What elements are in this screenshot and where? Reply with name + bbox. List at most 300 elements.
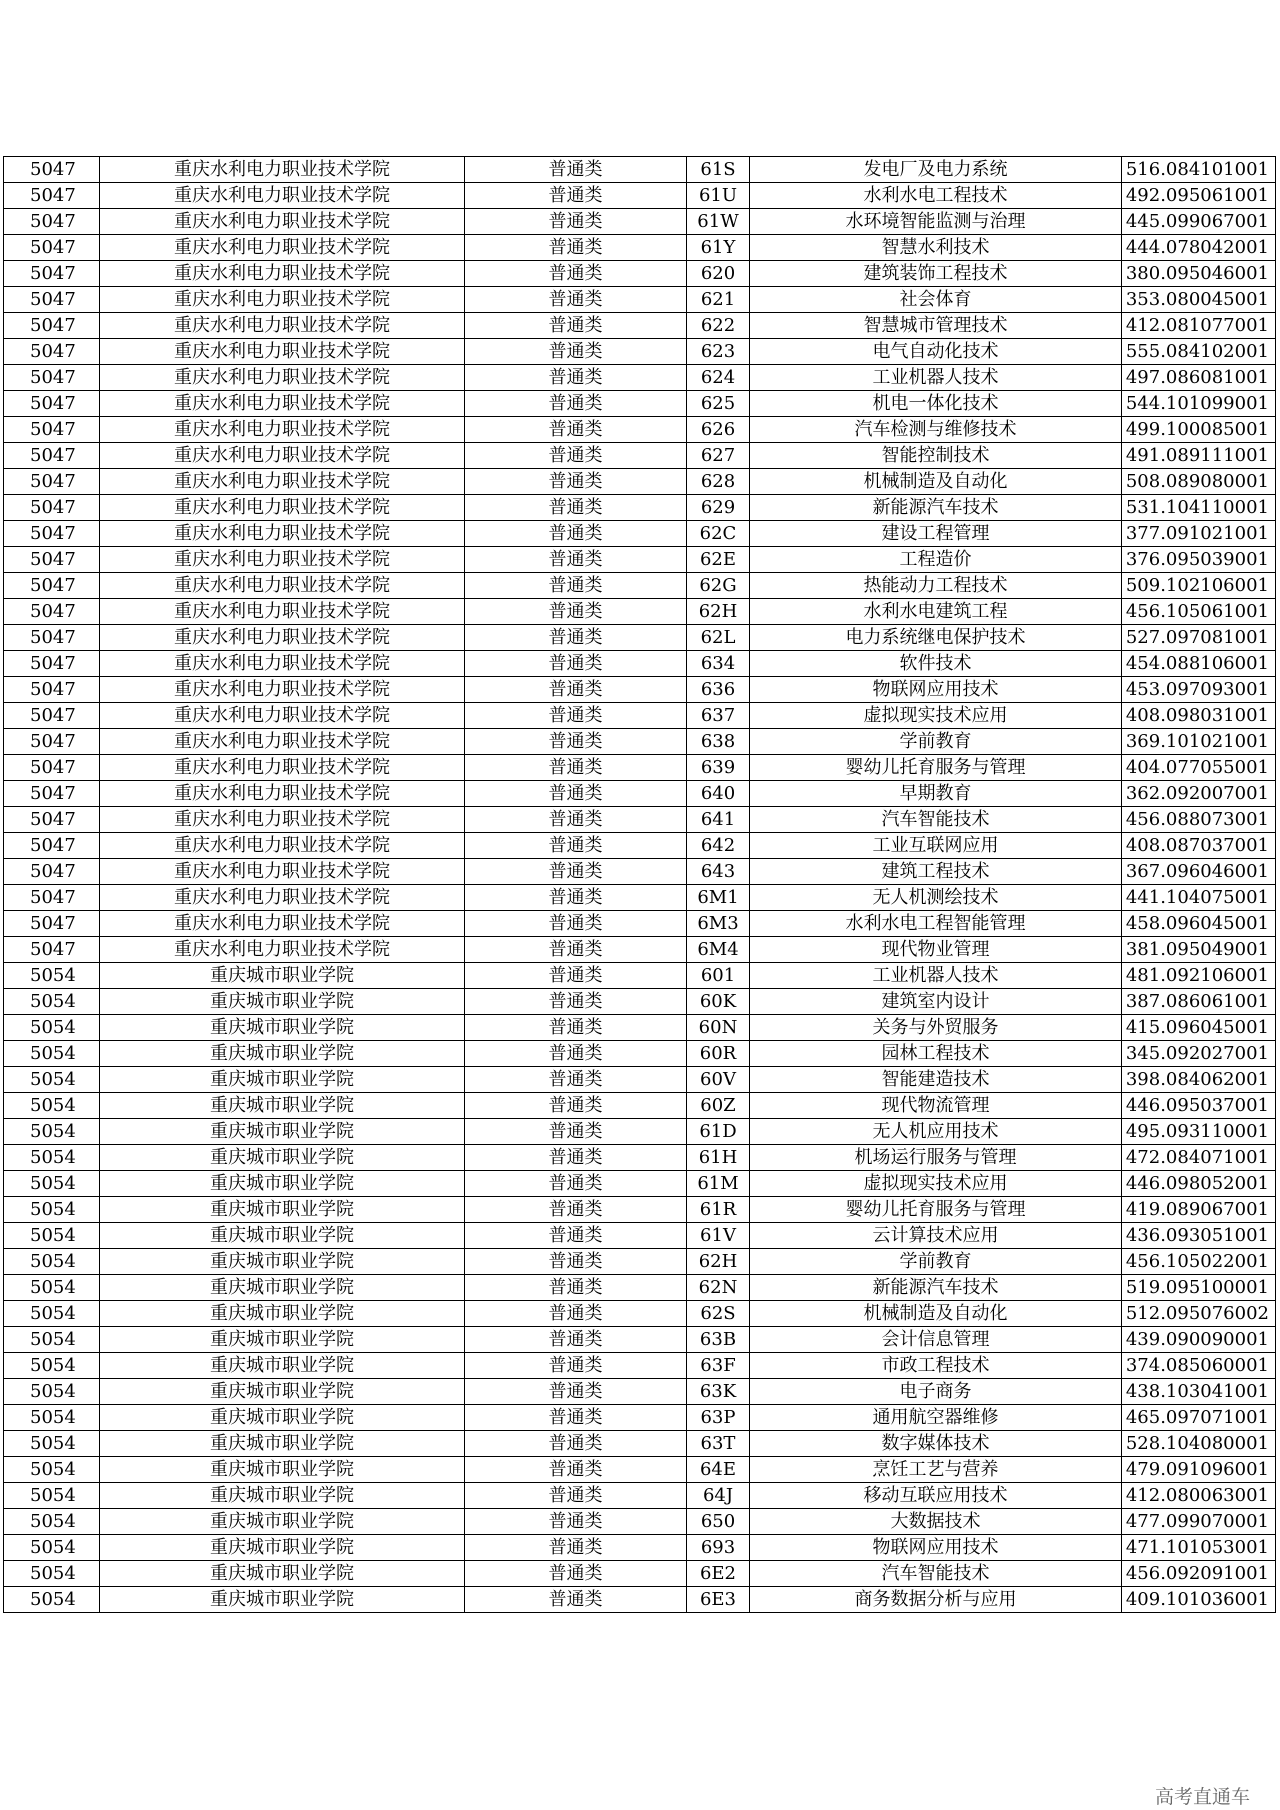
school-code-cell: 5054 <box>4 1145 100 1171</box>
major-name-cell: 物联网应用技术 <box>750 1535 1122 1561</box>
score-cell: 465.097071001 <box>1122 1405 1276 1431</box>
major-name-cell: 移动互联应用技术 <box>750 1483 1122 1509</box>
score-cell: 497.086081001 <box>1122 365 1276 391</box>
major-name-cell: 水利水电建筑工程 <box>750 599 1122 625</box>
school-code-cell: 5054 <box>4 963 100 989</box>
category-cell: 普通类 <box>465 261 687 287</box>
school-name-cell: 重庆水利电力职业技术学院 <box>100 729 465 755</box>
major-code-cell: 61H <box>687 1145 750 1171</box>
table-row <box>4 1171 1276 1197</box>
school-name-cell: 重庆城市职业学院 <box>100 1535 465 1561</box>
major-name-cell: 电子商务 <box>750 1379 1122 1405</box>
school-name-cell: 重庆水利电力职业技术学院 <box>100 391 465 417</box>
category-cell: 普通类 <box>465 287 687 313</box>
major-code-cell: 6M1 <box>687 885 750 911</box>
school-name-cell: 重庆城市职业学院 <box>100 1587 465 1613</box>
table-row <box>4 807 1276 833</box>
table-row <box>4 1015 1276 1041</box>
table-row <box>4 391 1276 417</box>
major-name-cell: 学前教育 <box>750 729 1122 755</box>
table-row <box>4 339 1276 365</box>
major-code-cell: 6M4 <box>687 937 750 963</box>
school-name-cell: 重庆水利电力职业技术学院 <box>100 521 465 547</box>
category-cell: 普通类 <box>465 833 687 859</box>
score-cell: 527.097081001 <box>1122 625 1276 651</box>
score-cell: 376.095039001 <box>1122 547 1276 573</box>
major-name-cell: 汽车智能技术 <box>750 1561 1122 1587</box>
major-code-cell: 62L <box>687 625 750 651</box>
school-name-cell: 重庆水利电力职业技术学院 <box>100 781 465 807</box>
school-name-cell: 重庆水利电力职业技术学院 <box>100 807 465 833</box>
table-row <box>4 1405 1276 1431</box>
admission-table-wrapper <box>3 156 1275 1613</box>
school-name-cell: 重庆水利电力职业技术学院 <box>100 599 465 625</box>
category-cell: 普通类 <box>465 521 687 547</box>
school-code-cell: 5047 <box>4 391 100 417</box>
school-code-cell: 5054 <box>4 1249 100 1275</box>
school-name-cell: 重庆水利电力职业技术学院 <box>100 573 465 599</box>
table-row <box>4 573 1276 599</box>
school-code-cell: 5054 <box>4 1119 100 1145</box>
major-name-cell: 数字媒体技术 <box>750 1431 1122 1457</box>
category-cell: 普通类 <box>465 1405 687 1431</box>
score-cell: 499.100085001 <box>1122 417 1276 443</box>
major-code-cell: 60Z <box>687 1093 750 1119</box>
score-cell: 454.088106001 <box>1122 651 1276 677</box>
major-name-cell: 婴幼儿托育服务与管理 <box>750 755 1122 781</box>
table-row <box>4 495 1276 521</box>
school-code-cell: 5047 <box>4 807 100 833</box>
school-name-cell: 重庆水利电力职业技术学院 <box>100 755 465 781</box>
table-row <box>4 469 1276 495</box>
school-name-cell: 重庆水利电力职业技术学院 <box>100 261 465 287</box>
school-name-cell: 重庆城市职业学院 <box>100 1327 465 1353</box>
category-cell: 普通类 <box>465 443 687 469</box>
category-cell: 普通类 <box>465 1483 687 1509</box>
score-cell: 362.092007001 <box>1122 781 1276 807</box>
score-cell: 377.091021001 <box>1122 521 1276 547</box>
major-code-cell: 636 <box>687 677 750 703</box>
score-cell: 445.099067001 <box>1122 209 1276 235</box>
school-name-cell: 重庆水利电力职业技术学院 <box>100 339 465 365</box>
major-name-cell: 现代物业管理 <box>750 937 1122 963</box>
score-cell: 367.096046001 <box>1122 859 1276 885</box>
score-cell: 495.093110001 <box>1122 1119 1276 1145</box>
category-cell: 普通类 <box>465 937 687 963</box>
table-row <box>4 729 1276 755</box>
major-name-cell: 新能源汽车技术 <box>750 1275 1122 1301</box>
school-code-cell: 5047 <box>4 209 100 235</box>
table-row <box>4 703 1276 729</box>
major-name-cell: 建设工程管理 <box>750 521 1122 547</box>
school-code-cell: 5047 <box>4 833 100 859</box>
table-row <box>4 417 1276 443</box>
category-cell: 普通类 <box>465 1275 687 1301</box>
major-code-cell: 60N <box>687 1015 750 1041</box>
table-row <box>4 1197 1276 1223</box>
major-name-cell: 智能建造技术 <box>750 1067 1122 1093</box>
school-code-cell: 5047 <box>4 261 100 287</box>
score-cell: 456.088073001 <box>1122 807 1276 833</box>
school-name-cell: 重庆水利电力职业技术学院 <box>100 625 465 651</box>
table-row <box>4 313 1276 339</box>
major-name-cell: 电力系统继电保护技术 <box>750 625 1122 651</box>
major-code-cell: 63K <box>687 1379 750 1405</box>
major-name-cell: 虚拟现实技术应用 <box>750 1171 1122 1197</box>
major-code-cell: 642 <box>687 833 750 859</box>
table-row <box>4 1587 1276 1613</box>
school-name-cell: 重庆城市职业学院 <box>100 1509 465 1535</box>
table-row <box>4 1379 1276 1405</box>
major-name-cell: 工程造价 <box>750 547 1122 573</box>
table-row <box>4 1041 1276 1067</box>
major-code-cell: 639 <box>687 755 750 781</box>
school-name-cell: 重庆城市职业学院 <box>100 1145 465 1171</box>
table-row <box>4 989 1276 1015</box>
score-cell: 412.081077001 <box>1122 313 1276 339</box>
major-name-cell: 学前教育 <box>750 1249 1122 1275</box>
school-code-cell: 5054 <box>4 1405 100 1431</box>
major-name-cell: 发电厂及电力系统 <box>750 157 1122 183</box>
table-row <box>4 1067 1276 1093</box>
major-code-cell: 626 <box>687 417 750 443</box>
table-row <box>4 365 1276 391</box>
school-name-cell: 重庆水利电力职业技术学院 <box>100 313 465 339</box>
score-cell: 471.101053001 <box>1122 1535 1276 1561</box>
school-code-cell: 5054 <box>4 1275 100 1301</box>
major-code-cell: 601 <box>687 963 750 989</box>
score-cell: 439.090090001 <box>1122 1327 1276 1353</box>
score-cell: 458.096045001 <box>1122 911 1276 937</box>
score-cell: 408.098031001 <box>1122 703 1276 729</box>
school-name-cell: 重庆城市职业学院 <box>100 1015 465 1041</box>
school-code-cell: 5047 <box>4 911 100 937</box>
table-row <box>4 677 1276 703</box>
major-code-cell: 693 <box>687 1535 750 1561</box>
table-row <box>4 1353 1276 1379</box>
major-name-cell: 社会体育 <box>750 287 1122 313</box>
major-code-cell: 63F <box>687 1353 750 1379</box>
school-name-cell: 重庆城市职业学院 <box>100 1457 465 1483</box>
table-row <box>4 157 1276 183</box>
table-row <box>4 443 1276 469</box>
score-cell: 369.101021001 <box>1122 729 1276 755</box>
school-code-cell: 5047 <box>4 547 100 573</box>
school-code-cell: 5047 <box>4 287 100 313</box>
school-code-cell: 5054 <box>4 1223 100 1249</box>
score-cell: 509.102106001 <box>1122 573 1276 599</box>
score-cell: 436.093051001 <box>1122 1223 1276 1249</box>
major-code-cell: 624 <box>687 365 750 391</box>
category-cell: 普通类 <box>465 339 687 365</box>
table-row <box>4 911 1276 937</box>
category-cell: 普通类 <box>465 755 687 781</box>
score-cell: 408.087037001 <box>1122 833 1276 859</box>
major-name-cell: 市政工程技术 <box>750 1353 1122 1379</box>
school-name-cell: 重庆水利电力职业技术学院 <box>100 287 465 313</box>
major-code-cell: 628 <box>687 469 750 495</box>
score-cell: 516.084101001 <box>1122 157 1276 183</box>
major-name-cell: 水利水电工程智能管理 <box>750 911 1122 937</box>
major-code-cell: 641 <box>687 807 750 833</box>
score-cell: 477.099070001 <box>1122 1509 1276 1535</box>
school-code-cell: 5047 <box>4 729 100 755</box>
category-cell: 普通类 <box>465 703 687 729</box>
table-row <box>4 937 1276 963</box>
major-name-cell: 智慧水利技术 <box>750 235 1122 261</box>
major-code-cell: 640 <box>687 781 750 807</box>
table-row <box>4 1457 1276 1483</box>
school-code-cell: 5047 <box>4 521 100 547</box>
table-row <box>4 287 1276 313</box>
score-cell: 456.092091001 <box>1122 1561 1276 1587</box>
school-code-cell: 5054 <box>4 1509 100 1535</box>
category-cell: 普通类 <box>465 1379 687 1405</box>
score-cell: 528.104080001 <box>1122 1431 1276 1457</box>
school-name-cell: 重庆水利电力职业技术学院 <box>100 833 465 859</box>
table-row <box>4 1223 1276 1249</box>
school-code-cell: 5054 <box>4 1015 100 1041</box>
score-cell: 415.096045001 <box>1122 1015 1276 1041</box>
score-cell: 481.092106001 <box>1122 963 1276 989</box>
major-code-cell: 62G <box>687 573 750 599</box>
major-code-cell: 62H <box>687 1249 750 1275</box>
category-cell: 普通类 <box>465 989 687 1015</box>
school-code-cell: 5054 <box>4 1535 100 1561</box>
major-code-cell: 63P <box>687 1405 750 1431</box>
school-code-cell: 5047 <box>4 755 100 781</box>
school-code-cell: 5054 <box>4 1301 100 1327</box>
table-row <box>4 1301 1276 1327</box>
table-row <box>4 1431 1276 1457</box>
school-code-cell: 5047 <box>4 573 100 599</box>
school-code-cell: 5047 <box>4 339 100 365</box>
watermark-text: 高考直通车 <box>1154 1786 1250 1808</box>
score-cell: 456.105061001 <box>1122 599 1276 625</box>
category-cell: 普通类 <box>465 469 687 495</box>
major-code-cell: 6E2 <box>687 1561 750 1587</box>
category-cell: 普通类 <box>465 911 687 937</box>
major-code-cell: 62S <box>687 1301 750 1327</box>
school-name-cell: 重庆城市职业学院 <box>100 1249 465 1275</box>
major-code-cell: 61Y <box>687 235 750 261</box>
school-name-cell: 重庆城市职业学院 <box>100 1223 465 1249</box>
major-name-cell: 软件技术 <box>750 651 1122 677</box>
school-name-cell: 重庆城市职业学院 <box>100 963 465 989</box>
category-cell: 普通类 <box>465 1301 687 1327</box>
major-name-cell: 电气自动化技术 <box>750 339 1122 365</box>
table-row <box>4 521 1276 547</box>
major-code-cell: 62H <box>687 599 750 625</box>
major-code-cell: 61R <box>687 1197 750 1223</box>
school-code-cell: 5047 <box>4 495 100 521</box>
major-name-cell: 机械制造及自动化 <box>750 1301 1122 1327</box>
school-name-cell: 重庆城市职业学院 <box>100 1431 465 1457</box>
school-code-cell: 5047 <box>4 417 100 443</box>
school-code-cell: 5047 <box>4 157 100 183</box>
major-name-cell: 机械制造及自动化 <box>750 469 1122 495</box>
school-name-cell: 重庆城市职业学院 <box>100 1093 465 1119</box>
category-cell: 普通类 <box>465 625 687 651</box>
major-name-cell: 无人机测绘技术 <box>750 885 1122 911</box>
category-cell: 普通类 <box>465 417 687 443</box>
major-code-cell: 622 <box>687 313 750 339</box>
category-cell: 普通类 <box>465 1509 687 1535</box>
major-name-cell: 工业机器人技术 <box>750 365 1122 391</box>
major-name-cell: 云计算技术应用 <box>750 1223 1122 1249</box>
major-code-cell: 62C <box>687 521 750 547</box>
school-code-cell: 5054 <box>4 1587 100 1613</box>
school-name-cell: 重庆水利电力职业技术学院 <box>100 495 465 521</box>
table-row <box>4 209 1276 235</box>
category-cell: 普通类 <box>465 209 687 235</box>
school-name-cell: 重庆城市职业学院 <box>100 989 465 1015</box>
table-row <box>4 885 1276 911</box>
major-name-cell: 汽车智能技术 <box>750 807 1122 833</box>
table-row <box>4 1561 1276 1587</box>
school-code-cell: 5047 <box>4 625 100 651</box>
major-name-cell: 商务数据分析与应用 <box>750 1587 1122 1613</box>
major-code-cell: 629 <box>687 495 750 521</box>
category-cell: 普通类 <box>465 391 687 417</box>
category-cell: 普通类 <box>465 599 687 625</box>
school-code-cell: 5047 <box>4 937 100 963</box>
score-cell: 508.089080001 <box>1122 469 1276 495</box>
category-cell: 普通类 <box>465 1327 687 1353</box>
score-cell: 409.101036001 <box>1122 1587 1276 1613</box>
table-row <box>4 833 1276 859</box>
major-code-cell: 643 <box>687 859 750 885</box>
school-code-cell: 5047 <box>4 599 100 625</box>
score-cell: 472.084071001 <box>1122 1145 1276 1171</box>
major-name-cell: 热能动力工程技术 <box>750 573 1122 599</box>
major-name-cell: 新能源汽车技术 <box>750 495 1122 521</box>
major-code-cell: 64E <box>687 1457 750 1483</box>
major-code-cell: 63T <box>687 1431 750 1457</box>
category-cell: 普通类 <box>465 313 687 339</box>
table-row <box>4 547 1276 573</box>
major-code-cell: 64J <box>687 1483 750 1509</box>
category-cell: 普通类 <box>465 885 687 911</box>
category-cell: 普通类 <box>465 781 687 807</box>
category-cell: 普通类 <box>465 1431 687 1457</box>
school-name-cell: 重庆水利电力职业技术学院 <box>100 157 465 183</box>
category-cell: 普通类 <box>465 547 687 573</box>
table-row <box>4 755 1276 781</box>
major-code-cell: 61S <box>687 157 750 183</box>
school-name-cell: 重庆水利电力职业技术学院 <box>100 183 465 209</box>
school-code-cell: 5054 <box>4 1041 100 1067</box>
table-row <box>4 183 1276 209</box>
category-cell: 普通类 <box>465 859 687 885</box>
school-code-cell: 5047 <box>4 885 100 911</box>
major-name-cell: 智能控制技术 <box>750 443 1122 469</box>
school-name-cell: 重庆城市职业学院 <box>100 1275 465 1301</box>
major-name-cell: 物联网应用技术 <box>750 677 1122 703</box>
school-code-cell: 5054 <box>4 1327 100 1353</box>
major-code-cell: 621 <box>687 287 750 313</box>
table-row <box>4 625 1276 651</box>
school-name-cell: 重庆城市职业学院 <box>100 1197 465 1223</box>
major-name-cell: 工业机器人技术 <box>750 963 1122 989</box>
school-code-cell: 5047 <box>4 235 100 261</box>
major-name-cell: 无人机应用技术 <box>750 1119 1122 1145</box>
school-name-cell: 重庆水利电力职业技术学院 <box>100 417 465 443</box>
major-name-cell: 建筑工程技术 <box>750 859 1122 885</box>
table-row <box>4 1145 1276 1171</box>
score-cell: 374.085060001 <box>1122 1353 1276 1379</box>
school-name-cell: 重庆水利电力职业技术学院 <box>100 235 465 261</box>
major-code-cell: 60V <box>687 1067 750 1093</box>
major-code-cell: 6M3 <box>687 911 750 937</box>
table-row <box>4 1535 1276 1561</box>
table-row <box>4 859 1276 885</box>
category-cell: 普通类 <box>465 1223 687 1249</box>
major-code-cell: 62E <box>687 547 750 573</box>
school-code-cell: 5054 <box>4 1457 100 1483</box>
major-code-cell: 623 <box>687 339 750 365</box>
score-cell: 456.105022001 <box>1122 1249 1276 1275</box>
major-code-cell: 634 <box>687 651 750 677</box>
major-name-cell: 早期教育 <box>750 781 1122 807</box>
score-cell: 444.078042001 <box>1122 235 1276 261</box>
school-name-cell: 重庆水利电力职业技术学院 <box>100 885 465 911</box>
school-code-cell: 5047 <box>4 703 100 729</box>
major-name-cell: 婴幼儿托育服务与管理 <box>750 1197 1122 1223</box>
school-code-cell: 5047 <box>4 781 100 807</box>
table-row <box>4 1119 1276 1145</box>
table-body <box>4 157 1276 1613</box>
score-cell: 419.089067001 <box>1122 1197 1276 1223</box>
major-code-cell: 61D <box>687 1119 750 1145</box>
category-cell: 普通类 <box>465 1067 687 1093</box>
major-name-cell: 机电一体化技术 <box>750 391 1122 417</box>
school-name-cell: 重庆城市职业学院 <box>100 1171 465 1197</box>
table-row <box>4 651 1276 677</box>
school-name-cell: 重庆城市职业学院 <box>100 1483 465 1509</box>
major-code-cell: 637 <box>687 703 750 729</box>
score-cell: 438.103041001 <box>1122 1379 1276 1405</box>
category-cell: 普通类 <box>465 1015 687 1041</box>
score-cell: 404.077055001 <box>1122 755 1276 781</box>
school-code-cell: 5047 <box>4 677 100 703</box>
category-cell: 普通类 <box>465 1041 687 1067</box>
school-code-cell: 5054 <box>4 1093 100 1119</box>
school-code-cell: 5047 <box>4 469 100 495</box>
major-name-cell: 虚拟现实技术应用 <box>750 703 1122 729</box>
school-code-cell: 5054 <box>4 989 100 1015</box>
score-cell: 453.097093001 <box>1122 677 1276 703</box>
major-name-cell: 烹饪工艺与营养 <box>750 1457 1122 1483</box>
category-cell: 普通类 <box>465 1249 687 1275</box>
category-cell: 普通类 <box>465 1535 687 1561</box>
score-cell: 412.080063001 <box>1122 1483 1276 1509</box>
school-name-cell: 重庆水利电力职业技术学院 <box>100 651 465 677</box>
score-cell: 479.091096001 <box>1122 1457 1276 1483</box>
school-name-cell: 重庆城市职业学院 <box>100 1379 465 1405</box>
category-cell: 普通类 <box>465 1171 687 1197</box>
major-name-cell: 智慧城市管理技术 <box>750 313 1122 339</box>
school-name-cell: 重庆水利电力职业技术学院 <box>100 469 465 495</box>
major-name-cell: 大数据技术 <box>750 1509 1122 1535</box>
score-cell: 492.095061001 <box>1122 183 1276 209</box>
major-name-cell: 机场运行服务与管理 <box>750 1145 1122 1171</box>
school-name-cell: 重庆水利电力职业技术学院 <box>100 365 465 391</box>
table-row <box>4 599 1276 625</box>
table-row <box>4 1275 1276 1301</box>
score-cell: 381.095049001 <box>1122 937 1276 963</box>
major-code-cell: 627 <box>687 443 750 469</box>
